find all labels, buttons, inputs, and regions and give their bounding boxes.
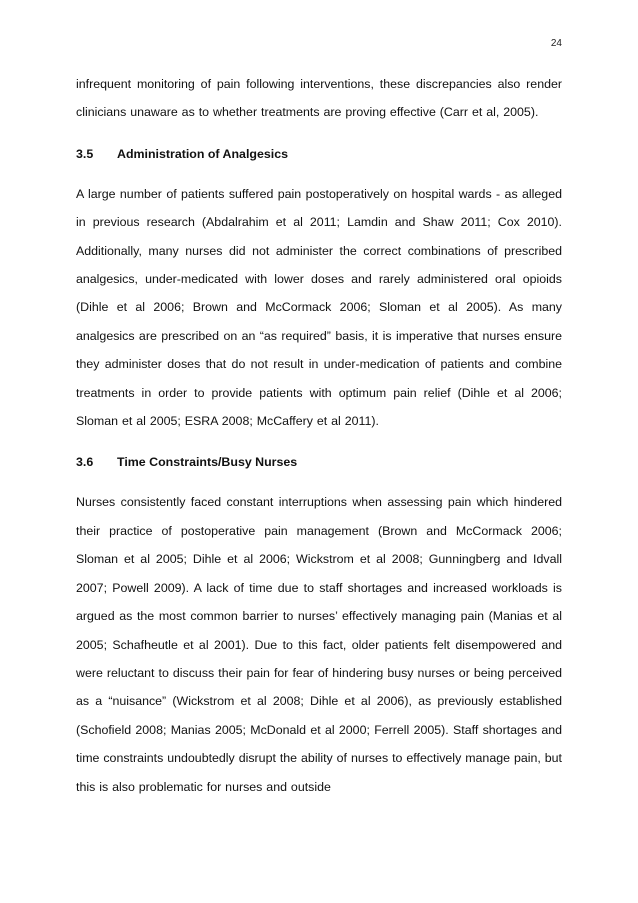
paragraph-time-constraints: Nurses consistently faced constant interruptions when assessing pain which hindered their practice of postoperative pain management (Brown and McCormack 2006; Sloman et al 2005; Dihle et al 2006; Wickstrom et al 2008; Gunningberg and Idvall 2007; Powell 2009). A lack of time due to staff shortages and increased workloads is argued as the most common barrier to nurses’ effectively managing pain (Manias et al 2005; Schafheutle et al 2001). Due to this fact, older patients felt disempowered and were reluctant to discuss their pain for fear of hindering busy nurses or being perceived as a “nuisance” (Wickstrom et al 2008; Dihle et al 2006), as previously established (Schofield 2008; Manias 2005; McDonald et al 2000; Ferrell 2005). Staff shortages and time constraints undoubtedly disrupt the ability of nurses to effectively manage pain, but this is also problematic for nurses and outside xyxy=(76,495,562,794)
page-number: 24 xyxy=(550,38,562,49)
page-body xyxy=(76,70,562,814)
section-title: Administration of Analgesics xyxy=(117,146,288,161)
paragraph-administration: A large number of patients suffered pain postoperatively on hospital wards - as alleged in previous research (Abdalrahim et al 2011; Lamdin and Shaw 2011; Cox 2010). Additionally, many nurses did not administer the correct combinations of prescribed analgesics, under-medicated with lower doses and rarely administered oral opioids (Dihle et al 2006; Brown and McCormack 2006; Sloman et al 2005). As many analgesics are prescribed on an “as required” basis, it is imperative that nurses ensure they administer doses that do not result in under-medication of patients and combine treatments in order to provide patients with optimum pain relief (Dihle et al 2006; Sloman et al 2005; ESRA 2008; McCaffery et al 2011). xyxy=(76,186,562,429)
section-title: Time Constraints/Busy Nurses xyxy=(117,455,298,470)
paragraph-continued: infrequent monitoring of pain following interventions, these discrepancies also render clinicians unaware as to whether treatments are proving effective (Carr et al, 2005). xyxy=(76,77,562,120)
section-number: 3.5 xyxy=(76,146,94,161)
section-heading-3-5 xyxy=(76,140,562,168)
section-number: 3.6 xyxy=(76,455,94,470)
section-heading-3-6 xyxy=(76,448,562,476)
